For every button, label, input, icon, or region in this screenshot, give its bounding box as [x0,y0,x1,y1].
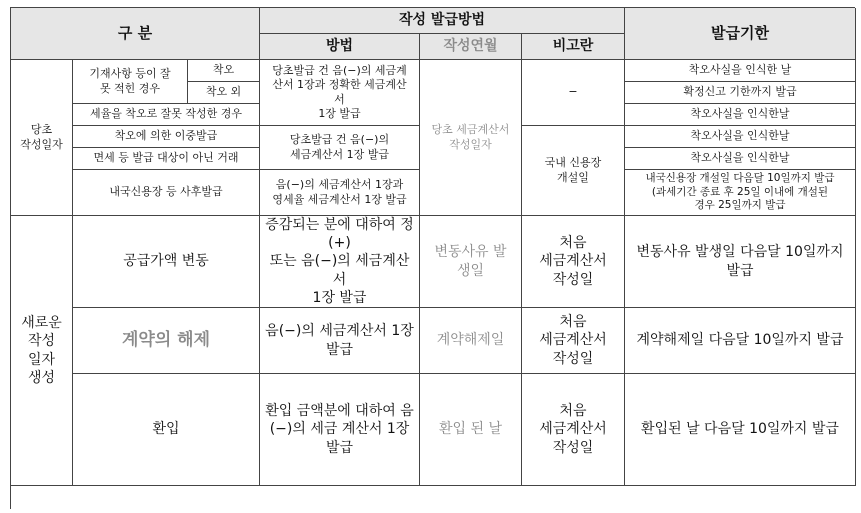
tax-invoice-reissue-table [10,7,855,509]
write-date-contract-termination: 계약해제일 [420,308,522,374]
method-misstated: 당초발급 건 음(−)의 세금계 산서 1장과 정확한 세금계산 서 1장 발급 [260,60,420,126]
deadline-tax-rate: 착오사실을 인식한날 [625,104,856,126]
group-label-original: 당초 작성일자 [11,60,73,216]
deadline-tax-exempt: 착오사실을 인식한날 [625,148,856,170]
sub-category-double-issue: 착오에 의한 이중발급 [73,126,260,148]
header-remarks: 비고란 [522,34,625,60]
deadline-contract-termination: 계약해제일 다음달 10일까지 발급 [625,308,856,374]
header-write-date: 작성연월 [420,34,522,60]
deadline-double-issue: 착오사실을 인식한날 [625,126,856,148]
method-supply-change: 증감되는 분에 대하여 정 (+) 또는 음(−)의 세금계산 서 1장 발급 [260,216,420,308]
sub-category-error: 착오 [188,60,260,82]
sub-category-contract-termination: 계약의 해제 [73,308,260,374]
header-category: 구 분 [11,8,260,60]
sub-category-supply-change: 공급가액 변동 [73,216,260,308]
remarks-return: 처음 세금계산서 작성일 [522,374,625,486]
sub-category-non-error: 착오 외 [188,82,260,104]
write-date-return: 환입 된 날 [420,374,522,486]
group-label-new: 새로운 작성 일자 생성 [11,216,73,486]
header-method: 방법 [260,34,420,60]
header-method-group: 작성 발급방법 [260,8,625,34]
remarks-dash: − [522,60,625,126]
header-deadline: 발급기한 [625,8,856,60]
deadline-error: 착오사실을 인식한 날 [625,60,856,82]
write-date-original: 당초 세금계산서 작성일자 [420,60,522,216]
deadline-return: 환입된 날 다음달 10일까지 발급 [625,374,856,486]
deadline-supply-change: 변동사유 발생일 다음달 10일까지 발급 [625,216,856,308]
remarks-contract-termination: 처음 세금계산서 작성일 [522,308,625,374]
deadline-non-error: 확정신고 기한까지 발급 [625,82,856,104]
write-date-supply-change: 변동사유 발 생일 [420,216,522,308]
method-double-issue: 당초발급 건 음(−)의 세금계산서 1장 발급 [260,126,420,170]
sub-category-misstated: 기재사항 등이 잘 못 적힌 경우 [73,60,188,104]
deadline-local-lc: 내국신용장 개설일 다음달 10일까지 발급 (과세기간 종료 후 25일 이내에 개설된 경우 25일까지 발급 [625,170,856,216]
method-contract-termination: 음(−)의 세금계산서 1장 발급 [260,308,420,374]
sub-category-tax-exempt: 면세 등 발급 대상이 아닌 거래 [73,148,260,170]
method-local-lc: 음(−)의 세금계산서 1장과 영세율 세금계산서 1장 발급 [260,170,420,216]
sub-category-return: 환입 [73,374,260,486]
sub-category-local-lc: 내국신용장 등 사후발급 [73,170,260,216]
method-return: 환입 금액분에 대하여 음 (−)의 세금 계산서 1장 발급 [260,374,420,486]
sub-category-tax-rate: 세율을 착오로 잘못 작성한 경우 [73,104,260,126]
remarks-supply-change: 처음 세금계산서 작성일 [522,216,625,308]
remarks-local-lc: 국내 신용장 개설일 [522,126,625,216]
